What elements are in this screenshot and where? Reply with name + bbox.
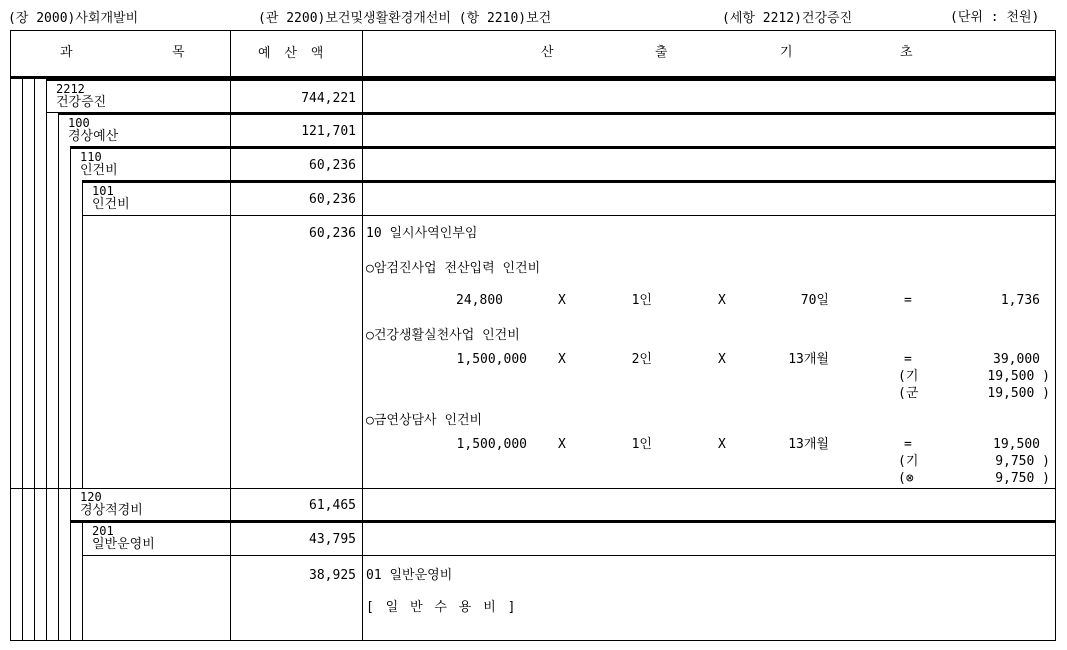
row-100-top-left [46,112,58,113]
hier-line-6 [82,180,83,488]
item2-total: 39,000 [993,352,1040,367]
item3-period: 13개월 [788,437,829,452]
header-sehang: (세항 2212)건강증진 [722,11,853,26]
item3-sub2-label: (⊗ [898,471,914,486]
table-bottom-border [10,640,1056,641]
row-120-amount: 61,465 [309,498,356,513]
item2-period: 13개월 [788,352,829,367]
item2-x2: X [718,352,726,367]
detail2-top [82,555,1056,556]
item2-price: 1,500,000 [456,352,527,367]
item2-sub2-value: 19,500 ) [987,386,1050,401]
detail1-title: 10 일시사역인부임 [366,226,478,241]
row-110-amount: 60,236 [309,158,356,173]
row-110-code: 110 [80,150,102,164]
col-separator-2 [362,30,363,640]
row-110-name: 인건비 [80,163,118,178]
detail2-title: 01 일반운영비 [366,568,453,583]
hier-line-1 [22,78,23,640]
item3-eq: = [904,437,912,452]
item1-total: 1,736 [1000,293,1040,308]
row-101-amount: 60,236 [309,192,356,207]
item1-eq: = [904,293,912,308]
item1-x2: X [718,293,726,308]
item2-sub1-label: (기 [898,369,919,384]
item1-x1: X [558,293,566,308]
col-header-budget: 예 산 액 [258,46,327,61]
row-2212-amount: 744,221 [301,91,356,106]
row-101-top [82,180,1056,183]
col-header-gwamok-b: 목 [172,45,185,60]
row-201-name: 일반운영비 [92,537,155,552]
row-100-amount: 121,701 [301,124,356,139]
detail1-top [82,215,1056,216]
col-header-basis-3: 기 [780,45,793,60]
table-left-border [10,30,11,640]
item2-sub1-value: 19,500 ) [987,369,1050,384]
item1-price: 24,800 [456,293,503,308]
row-101-name: 인건비 [92,197,130,212]
table-right-border [1055,30,1056,640]
detail1-item3-label: ○금연상담사 인건비 [366,413,483,428]
item3-sub2-value: 9,750 ) [995,471,1050,486]
hier-line-5 [70,146,71,640]
item2-qty: 2인 [631,352,652,367]
row-100-name: 경상예산 [68,129,119,144]
item3-x1: X [558,437,566,452]
col-header-basis-1: 산 [541,45,554,60]
header-gwan-hang: (관 2200)보건및생활환경개선비 (항 2210)보건 [258,11,552,26]
item1-period: 70일 [800,293,829,308]
detail1-item2-label: ○건강생활실천사업 인건비 [366,328,520,343]
row-120-code: 120 [80,490,102,504]
col-header-gwamok-a: 과 [60,45,73,60]
row-2212-code: 2212 [56,82,85,96]
item2-sub2-label: (군 [898,386,919,401]
item3-sub1-value: 9,750 ) [995,454,1050,469]
col-separator-1 [230,30,231,640]
table-top-border [10,30,1056,31]
col-header-basis-2: 출 [655,45,668,60]
item1-qty: 1인 [631,293,652,308]
row-100-code: 100 [68,116,90,130]
item2-eq: = [904,352,912,367]
item3-sub1-label: (기 [898,454,919,469]
hier-line-6b [82,520,83,640]
hier-line-3 [46,78,47,640]
row-100-top [58,112,1056,115]
hier-line-2 [34,78,35,640]
col-header-basis-4: 초 [900,45,913,60]
hier-line-4 [58,112,59,640]
item3-qty: 1인 [631,437,652,452]
detail2-amount: 38,925 [309,568,356,583]
detail1-item1-label: ○암검진사업 전산입력 인건비 [366,261,541,276]
row-2212-top [46,78,1056,81]
row-2212-name: 건강증진 [56,95,107,110]
row-120-top [10,488,1056,489]
item3-price: 1,500,000 [456,437,527,452]
row-101-code: 101 [92,184,114,198]
detail2-sub: [ 일 반 수 용 비 ] [366,600,518,615]
header-unit: (단위 : 천원) [950,10,1040,25]
item3-total: 19,500 [993,437,1040,452]
row-110-top [70,146,1056,149]
header-jang: (장 2000)사회개발비 [8,11,139,26]
row-120-name: 경상적경비 [80,503,143,518]
row-201-top [70,520,1056,523]
row-201-code: 201 [92,524,114,538]
item3-x2: X [718,437,726,452]
detail1-amount: 60,236 [309,226,356,241]
row-201-amount: 43,795 [309,532,356,547]
item2-x1: X [558,352,566,367]
